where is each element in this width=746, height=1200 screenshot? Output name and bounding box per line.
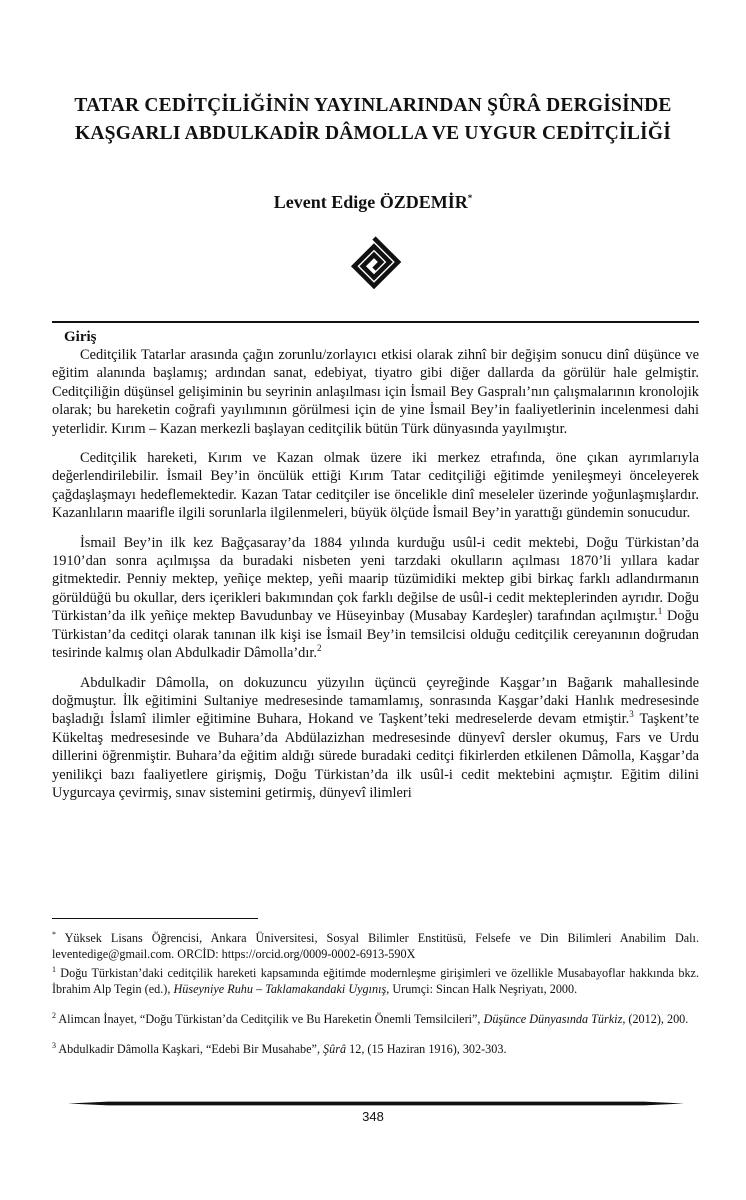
body-paragraph-1: Ceditçilik Tatarlar arasında çağın zorunlu/zorlayıcı etkisi olarak zihnî bir değişim sonucu dinî düşünce ve eğitim alanında başlamış; ardından sanat, edebiyat, tiyatro gibi diğer dallarda da görülür hale gelmiştir. Ceditçiliğin düşünsel gelişiminin bu seyrinin anlaşılması için İsmail Bey Gaspralı’nın çalışmalarının kronolojik olarak; bu hareketin coğrafi yayılımının görülmesi için de yine İsmail Bey’in faaliyetlerinin incelenmesi dahi yeterlidir. Kırım – Kazan merkezli başlayan ceditçilik bütün Türk dünyasında yayılmıştır.: [52, 347, 699, 437]
footnote-divider: [52, 918, 258, 919]
footnote-3-mark: 3: [52, 1041, 56, 1051]
footnote-author-text: Yüksek Lisans Öğrencisi, Ankara Üniversitesi, Sosyal Bilimler Enstitüsü, Felsefe ve Din Bilimleri Anabilim Dalı. leventedige@gmail.com. ORCİD: https://orcid.org/0009-0002-6913-590X: [52, 931, 699, 962]
footnote-1-text-b: , Urumçi: Sincan Halk Neşriyatı, 2000.: [386, 981, 578, 996]
footnote-ref-3[interactable]: 3: [629, 709, 634, 720]
footnotes: [52, 930, 699, 1072]
author-name: Levent Edige ÖZDEMİR: [273, 192, 468, 212]
footnote-ref-1[interactable]: 1: [657, 606, 663, 617]
body-paragraph-4: [52, 674, 699, 803]
footnote-ref-2[interactable]: 2: [316, 643, 322, 654]
footnote-author-mark: *: [52, 929, 56, 939]
article-title-line-1: TATAR CEDİTÇİLİĞİNİN YAYINLARINDAN ŞÛRÂ DERGİSİNDE: [74, 95, 672, 116]
paragraph-4-text-a: Abdulkadir Dâmolla, on dokuzuncu yüzyılın üçüncü çeyreğinde Kaşgar’ın Bağarık mahallesinde doğmuştur. İlk eğitimini Sultaniye medresesinde tamamlamış, sonrasında Kaşgar’daki Hanlık medresesinde başladığı İslamî ilimler eğitimine Buhara, Hokand ve Taşkent’teki medreselerde devam etmiştir.: [52, 674, 699, 728]
footnote-3-text-b: 12, (15 Haziran 1916), 302-303.: [346, 1042, 507, 1057]
paragraph-3-text-a: İsmail Bey’in ilk kez Bağçasaray’da 1884 yılında kurduğu usûl-i cedit mektebi, Doğu Türkistan’da 1910’dan sonra açılmışsa da buradaki nisbeten yeni tarzdaki okulların açılması 1870’li yıllara kadar gitmektedir. Penniy mektep, yeñiçe mektep, yeñi maarip tüzümidiki mektep gibi birkaç farklı adlandırmanın görüldüğü bu okullar, ders içerikleri bakımından çok farklı değilse de usûl-i cedit mekteplerinden ayrıdır. Doğu Türkistan’da ilk yeñiçe mektep Bavudunbay ve Hüseyinbay (Musabay Kardeşler) tarafından açılmıştır.: [52, 534, 699, 625]
footnote-1-italic: Hüseyniye Ruhu – Taklamakandaki Uygınış: [173, 981, 387, 996]
footnote-3-italic: Şûrâ: [323, 1042, 347, 1057]
paragraph-3-text-b: Doğu Türkistan’da ceditçi olarak tanınan ilk kişi ise İsmail Bey’in temsilcisi olduğu ceditçilik cereyanının doğrudan tesirinde kalmış olan Abdulkadir Dâmolla’dır.: [52, 608, 699, 662]
footnote-3: [52, 1041, 699, 1057]
footnote-1-text-a: Doğu Türkistan’daki ceditçilik hareketi kapsamında eğitimde modernleşme girişimleri ve özellikle Musabayoflar hakkında bkz. İbrahim Alp Tegin (ed.),: [52, 965, 699, 996]
article-title: [40, 92, 706, 148]
author-footnote-mark: *: [467, 193, 473, 203]
footnote-2-italic: Düşünce Dünyasında Türkiz: [483, 1012, 623, 1027]
footnote-2-mark: 2: [52, 1011, 56, 1021]
footnote-1: [52, 965, 699, 998]
footnote-author: [52, 930, 699, 963]
header-divider: [52, 321, 699, 323]
article-body: [52, 346, 699, 813]
section-heading: Giriş: [64, 329, 97, 345]
footnote-3-text-a: Abdulkadir Dâmolla Kaşkari, “Edebi Bir Musahabe”,: [56, 1042, 324, 1057]
footnote-2-text-b: , (2012), 200.: [622, 1012, 689, 1027]
footer-rule: [68, 1101, 684, 1106]
publisher-logo-icon: [346, 234, 402, 290]
footnote-2-text-a: Alimcan İnayet, “Doğu Türkistan’da Ceditçilik ve Bu Hareketin Önemli Temsilcileri”,: [56, 1012, 484, 1027]
footnote-1-mark: 1: [52, 964, 56, 974]
body-paragraph-2: Ceditçilik hareketi, Kırım ve Kazan olmak üzere iki merkez etrafında, öne çıkan ayrımlarıyla değerlendirilebilir. İsmail Bey’in öncülük ettiği Kırım Tatar ceditçiliği eğitimde yenileşmeyi önceleyerek çağdaşlaşmayı hedeflemektedir. Kazan Tatar ceditçiler ise öncelikle dinî meseleler üzerinde yoğunlaşmışlardır. Kazanlıların maarifle ilgili sorunlarla ilgilenmeleri, büyük ölçüde İsmail Bey’in yarattığı gündemin sonucudur.: [52, 450, 699, 522]
footnote-2: [52, 1011, 699, 1027]
author-line: [0, 192, 746, 213]
page-number: 348: [362, 1109, 384, 1124]
article-title-line-2: KAŞGARLI ABDULKADİR DÂMOLLA VE UYGUR CEDİTÇİLİĞİ: [75, 123, 671, 144]
body-paragraph-3: [52, 534, 699, 663]
paragraph-4-text-b: Taşkent’te Kükeltaş medresesinde ve Buhara’da Abdülazizhan medresesinde dünyevî dersler okumuş, Fars ve Urdu dillerini öğrenmiştir. Buhara’da eğitim aldığı sürede buradaki ceditçi fikirlerden etkilenen Dâmolla, Kaşgar’da yenilikçi bazı faaliyetlere girişmiş, Doğu Türkistan’da ilk usûl-i cedit mektebini açmıştır. Eğitim dilini Uygurcaya çevirmiş, sınav sistemini getirmiş, dünyevî ilimleri: [52, 711, 699, 801]
